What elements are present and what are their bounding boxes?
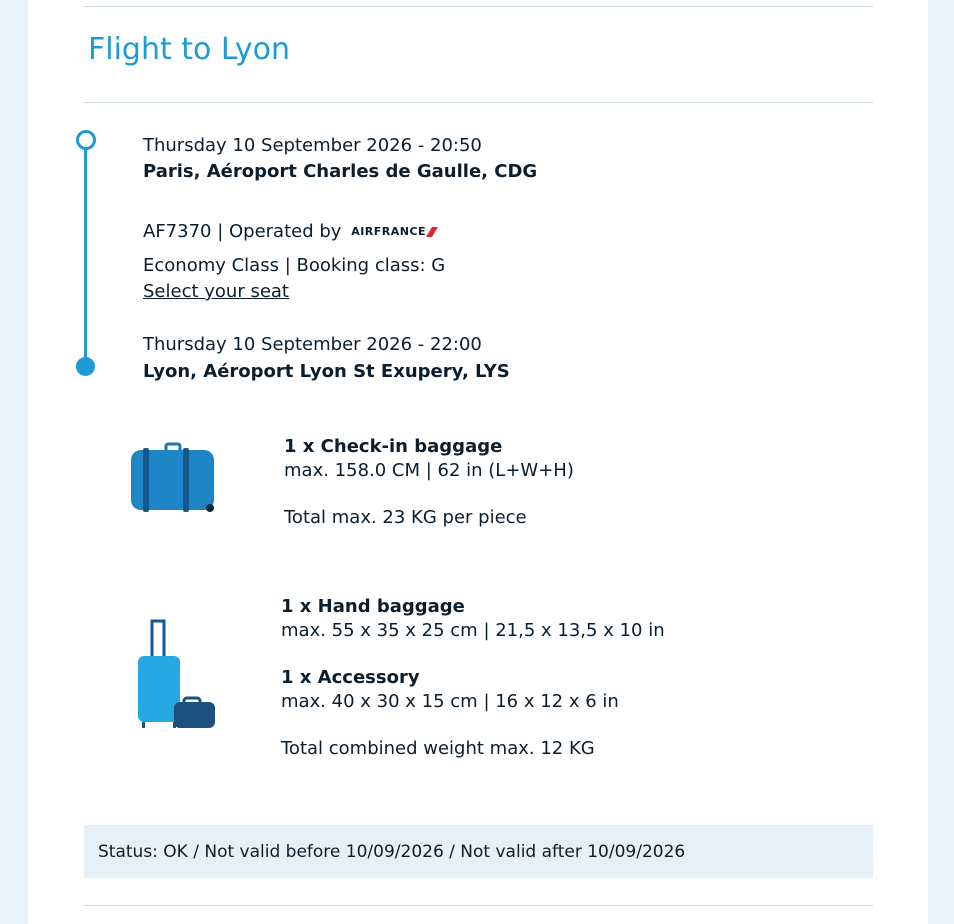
status-bar bbox=[84, 825, 873, 878]
checkin-size: max. 158.0 CM | 62 in (L+W+H) bbox=[284, 460, 574, 481]
departure-place: Paris, Aéroport Charles de Gaulle, CDG bbox=[143, 161, 538, 182]
checkin-weight: Total max. 23 KG per piece bbox=[284, 507, 527, 528]
suitcase-icon bbox=[128, 440, 218, 516]
flight-card bbox=[28, 0, 928, 924]
arrival-place: Lyon, Aéroport Lyon St Exupery, LYS bbox=[143, 361, 510, 382]
class-line: Economy Class | Booking class: G bbox=[143, 255, 446, 276]
departure-datetime: Thursday 10 September 2026 - 20:50 bbox=[143, 135, 482, 156]
airfrance-stripe-icon bbox=[426, 227, 438, 237]
select-seat-link[interactable]: Select your seat bbox=[143, 281, 289, 302]
hand-baggage-weight: Total combined weight max. 12 KG bbox=[281, 738, 595, 759]
checkin-title: 1 x Check-in baggage bbox=[284, 436, 503, 457]
airfrance-logo-text: AIRFRANCE bbox=[351, 225, 427, 238]
flight-number-operator: AF7370 | Operated by bbox=[143, 221, 342, 242]
accessory-size: max. 40 x 30 x 15 cm | 16 x 12 x 6 in bbox=[281, 691, 619, 712]
departure-marker-icon bbox=[76, 130, 96, 150]
section-title: Flight to Lyon bbox=[88, 32, 291, 67]
bottom-divider bbox=[84, 905, 873, 906]
hand-baggage-title: 1 x Hand baggage bbox=[281, 596, 465, 617]
title-divider bbox=[84, 102, 873, 103]
hand-baggage-size: max. 55 x 35 x 25 cm | 21,5 x 13,5 x 10 in bbox=[281, 620, 665, 641]
arrival-datetime: Thursday 10 September 2026 - 22:00 bbox=[143, 334, 482, 355]
airfrance-logo bbox=[351, 221, 438, 243]
arrival-marker-icon bbox=[76, 357, 95, 376]
accessory-title: 1 x Accessory bbox=[281, 667, 420, 688]
status-text: Status: OK / Not valid before 10/09/2026 / Not valid after 10/09/2026 bbox=[98, 842, 686, 862]
hand-baggage-icon bbox=[134, 618, 218, 730]
top-divider bbox=[84, 6, 873, 7]
timeline-line bbox=[84, 148, 87, 364]
flight-operated-line bbox=[143, 221, 438, 243]
